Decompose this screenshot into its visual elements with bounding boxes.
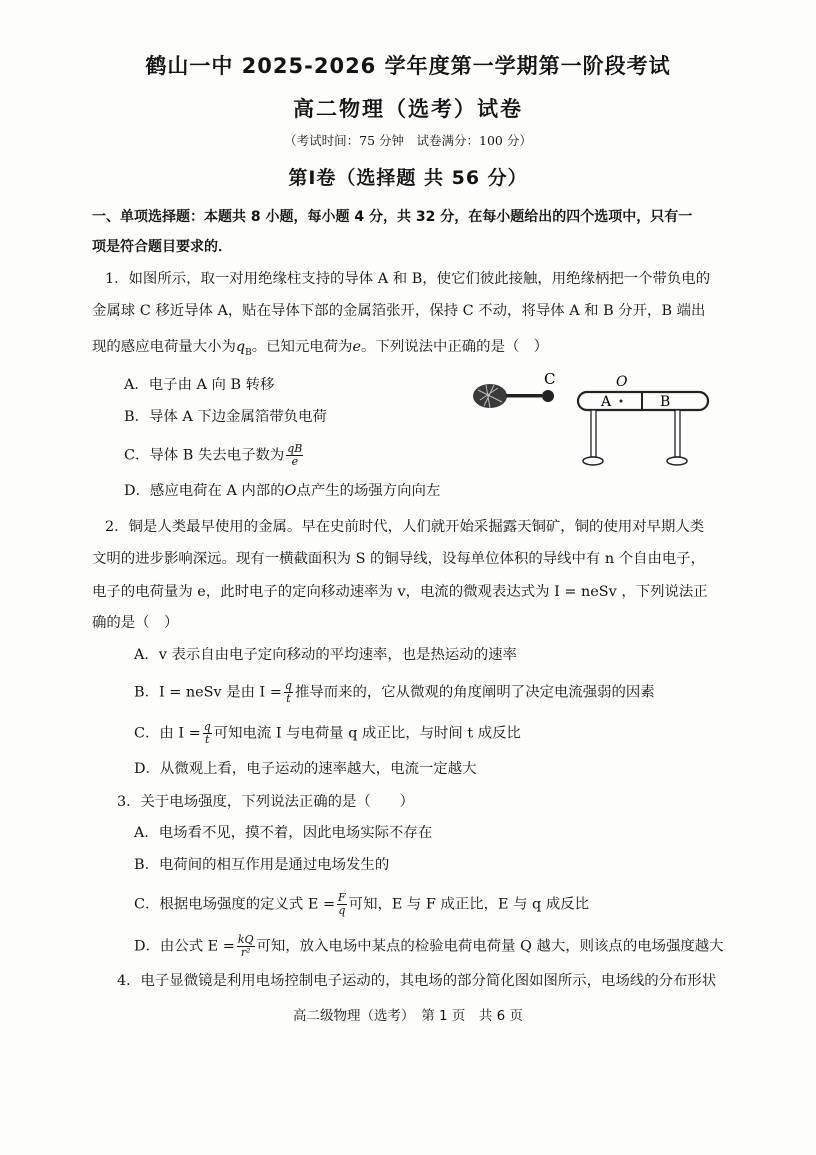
q3-option-b: B．电荷间的相互作用是通过电场发生的: [134, 857, 390, 873]
q1-figure-conductors: [468, 370, 718, 470]
q3-option-a: A．电场看不见，摸不着，因此电场实际不存在: [134, 825, 433, 841]
q1-option-d-text-a: D．感应电荷在 A 内部的: [124, 483, 285, 499]
q2-option-d: D．从微观上看，电子运动的速率越大，电流一定越大: [134, 761, 477, 777]
q3-option-c-text-b: 可知，E 与 F 成正比，E 与 q 成反比: [348, 896, 590, 913]
school-title: 鹤山一中 2025-2026 学年度第一学期第一阶段考试: [145, 54, 671, 78]
section-intro-line1: 一、单项选择题：本题共 8 小题，每小题 4 分，共 32 分，在每小题给出的四个选项中，只有一: [92, 209, 693, 225]
q3-option-d-den: r²: [240, 946, 251, 959]
section-intro-line2: 项是符合题目要求的．: [92, 239, 232, 255]
q1-option-c-text: C．导体 B 失去电子数为: [124, 447, 285, 464]
q1-option-a: A．电子由 A 向 B 转移: [124, 377, 275, 393]
q3-option-c-text-a: C．根据电场强度的定义式 E =: [134, 896, 336, 913]
conductor-ab-icon: [578, 392, 708, 410]
q1-stem-line2: 金属球 C 移近导体 A，贴在导体下部的金属箔张开，保持 C 不动，将导体 A 和 B 分开，B 端出: [92, 303, 706, 319]
insulating-handle-icon: [473, 384, 542, 408]
q2-stem-line2: 文明的进步影响深远。现有一横截面积为 S 的铜导线，设每单位体积的导线中有 n 个自由电子，: [92, 551, 706, 567]
q1-stem-line1: 1．如图所示，取一对用绝缘柱支持的导体 A 和 B，使它们彼此接触，用绝缘柄把一个带负电的: [105, 271, 711, 287]
paper-title: 高二物理（选考）试卷: [293, 97, 523, 121]
label-c: C: [544, 370, 556, 388]
q1-stem-line3-text-a: 现的感应电荷量大小为: [92, 339, 236, 355]
q3-option-d: [134, 934, 724, 959]
q1-charge-sub: B: [245, 347, 252, 358]
q1-e-var: e: [352, 339, 362, 355]
q2-option-c: [134, 721, 521, 746]
q1-option-d-text-b: 点产生的场强方向向左: [296, 483, 441, 499]
q1-option-d-o: O: [284, 483, 297, 499]
q1-stem-line3: [92, 337, 548, 363]
q2-stem-line3: 电子的电荷量为 e，此时电子的定向移动速率为 v，电流的微观表达式为 I = neSv ，下列说法正: [92, 584, 708, 600]
q2-option-b-text-a: B．I = neSv 是由 I =: [134, 684, 282, 701]
q2-option-c-num: q: [203, 720, 211, 733]
q1-stem-line3-text-c: 。下列说法中正确的是（ ）: [361, 339, 549, 355]
q1-option-c-fraction: [286, 443, 303, 468]
q2-option-c-den: t: [205, 733, 210, 746]
q3-option-c: [134, 892, 589, 917]
q1-stem-line3-text-b: 。已知元电荷为: [251, 339, 353, 355]
q1-option-c-den: e: [291, 455, 299, 468]
q2-option-b-fraction: [284, 680, 293, 705]
q3-option-d-num: kQ: [237, 933, 254, 946]
q2-stem-line1: 2．铜是人类最早使用的金属。早在史前时代，人们就开始采掘露天铜矿，铜的使用对早期人类: [105, 519, 705, 535]
q3-stem: 3．关于电场强度，下列说法正确的是（ ）: [117, 794, 414, 810]
exam-info: （考试时间：75 分钟 试卷满分：100 分）: [284, 133, 532, 148]
q2-option-c-fraction: [203, 721, 212, 746]
q1-option-c: [124, 443, 305, 468]
q2-stem-line4: 确的是（ ）: [92, 615, 179, 631]
q3-option-c-den: q: [338, 904, 346, 917]
q2-option-b-den: t: [286, 692, 291, 705]
q2-option-c-text-b: 可知电流 I 与电荷量 q 成正比，与时间 t 成反比: [213, 725, 521, 742]
q1-charge-var: q: [235, 339, 246, 355]
q4-stem-line1: 4．电子显微镜是利用电场控制电子运动的，其电场的部分简化图如图所示，电场线的分布形状: [117, 973, 717, 989]
label-b: B: [660, 394, 671, 410]
q2-option-b-num: q: [284, 679, 292, 692]
section-title: 第I卷（选择题 共 56 分）: [288, 167, 528, 189]
q2-option-c-text-a: C．由 I =: [134, 725, 201, 742]
q3-option-c-num: F: [338, 891, 346, 904]
q3-option-d-text-b: 可知，放入电场中某点的检验电荷电荷量 Q 越大，则该点的电场强度越大: [256, 938, 724, 955]
q2-option-b: [134, 680, 655, 705]
q3-option-d-text-a: D．由公式 E =: [134, 938, 235, 955]
label-a: A: [601, 394, 612, 410]
page-footer: 高二级物理（选考） 第 1 页 共 6 页: [292, 1008, 524, 1024]
insulating-stand-right-icon: [667, 410, 687, 465]
q3-option-d-fraction: [237, 934, 255, 959]
q1-option-b: B．导体 A 下边金属箔带负电荷: [124, 409, 327, 425]
metal-ball-c-icon: [542, 390, 554, 402]
q2-option-b-text-b: 推导而来的，它从微观的角度阐明了决定电流强弱的因素: [294, 684, 655, 701]
insulating-stand-left-icon: [583, 410, 603, 465]
q3-option-c-fraction: [337, 892, 347, 917]
label-o: O: [616, 374, 628, 390]
q1-option-d: [124, 481, 440, 501]
q1-option-c-num: qB: [287, 442, 303, 455]
q2-option-a: A．v 表示自由电子定向移动的平均速率，也是热运动的速率: [134, 647, 517, 663]
